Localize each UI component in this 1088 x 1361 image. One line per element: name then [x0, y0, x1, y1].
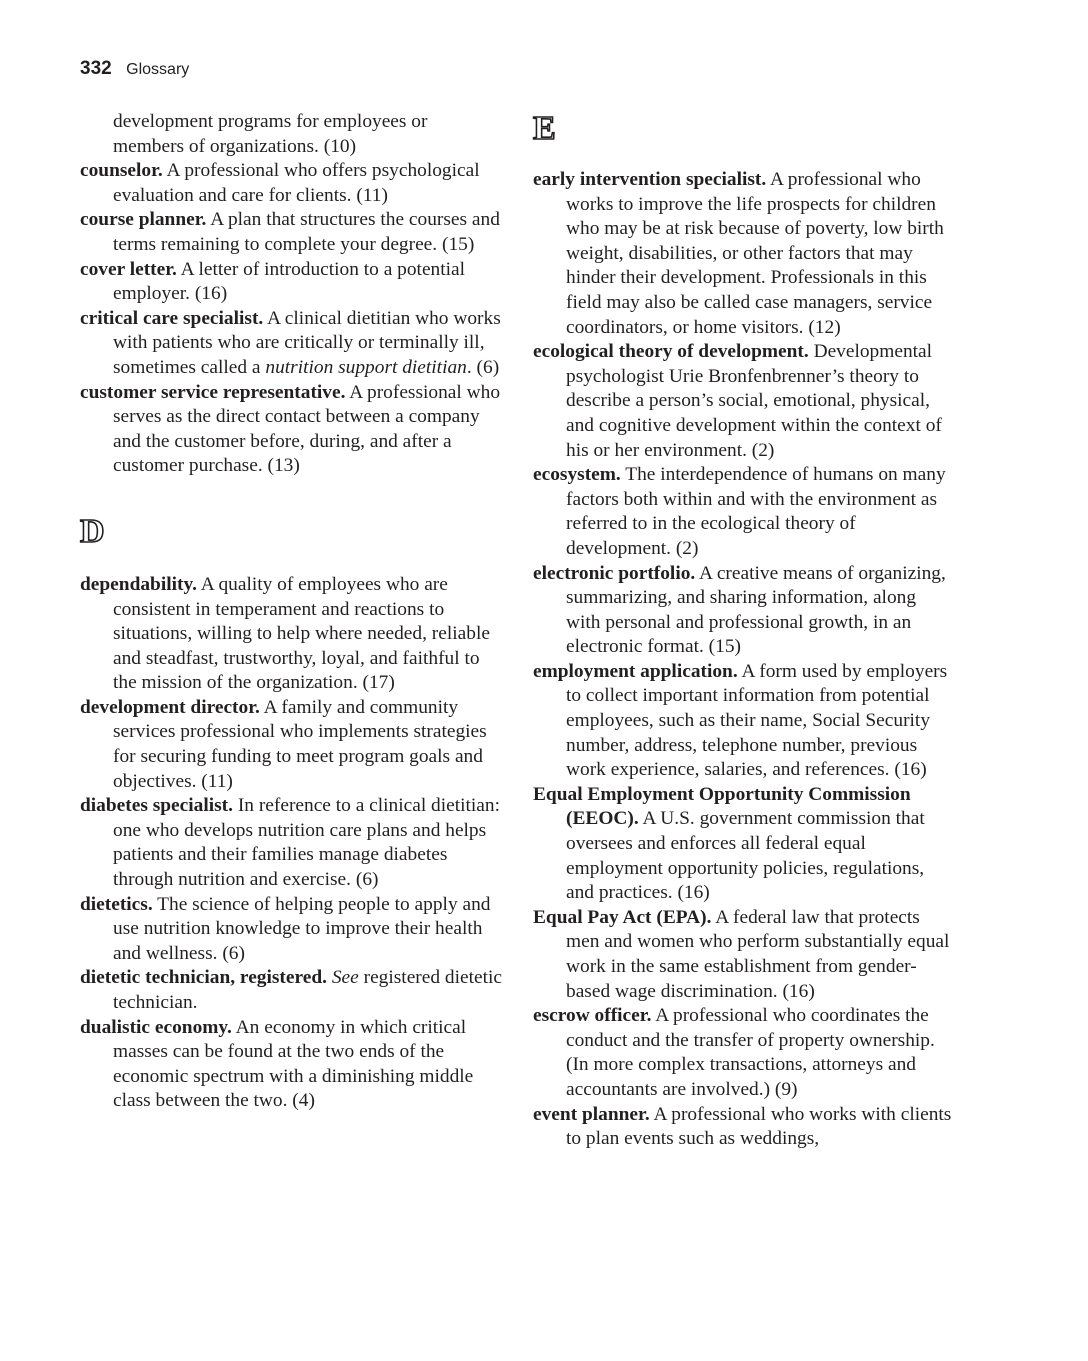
section-letter-e: E [533, 110, 556, 147]
glossary-definition: A professional who serves as the direct contact between a company and the customer before, during, and after a customer purchase. (13) [113, 381, 501, 477]
glossary-definition: A professional who works to improve the life prospects for children who may be at risk because of poverty, low birth weight, disabilities, or other factors that may hinder their development. Professionals in this field may also be called case managers, service coordinators, or home visitors. (12) [566, 169, 944, 338]
glossary-definition-tail: . (6) [466, 356, 500, 378]
glossary-entry [80, 1016, 502, 1114]
glossary-term: course planner. [80, 209, 207, 231]
glossary-entry [80, 893, 502, 967]
glossary-emphasis: See [331, 967, 359, 989]
glossary-emphasis: nutrition support dietitian [265, 356, 467, 378]
glossary-term: escrow officer. [533, 1005, 652, 1027]
glossary-entry [533, 660, 953, 783]
glossary-entry [80, 966, 502, 1015]
glossary-term: development director. [80, 696, 260, 718]
glossary-definition: A professional who coordinates the conduct and the transfer of property ownership. (In more complex transactions, attorneys and accountants are involved.) (9) [566, 1005, 935, 1100]
glossary-definition: Developmental psychologist Urie Bronfenbrenner’s theory to describe a person’s social, emotional, physical, and cognitive development within the context of his or her environment. (2) [566, 341, 942, 461]
glossary-term: dietetics. [80, 893, 153, 915]
glossary-term: customer service representative. [80, 381, 346, 403]
entries-e [533, 168, 953, 1152]
glossary-definition: A professional who works with clients to plan events such as weddings, [566, 1103, 952, 1150]
glossary-term: employment application. [533, 660, 738, 682]
glossary-entry [533, 340, 953, 463]
continued-definition: development programs for employees or members of organizations. (10) [113, 111, 428, 157]
glossary-definition: A clinical dietitian who works with patients who are critically or terminally ill, sometimes called a [113, 307, 501, 378]
glossary-term: counselor. [80, 160, 163, 182]
glossary-term: dualistic economy. [80, 1016, 232, 1038]
glossary-definition: A U.S. government commission that oversees and enforces all federal equal employment opportunity policies, regulations, and practices. (16) [566, 808, 925, 904]
glossary-entry [533, 168, 953, 340]
glossary-definition: A family and community services professional who implements strategies for securing funding to meet program goals and objectives. (11) [113, 696, 487, 792]
glossary-term: ecological theory of development. [533, 341, 809, 363]
glossary-entry [80, 381, 502, 479]
glossary-term: event planner. [533, 1103, 650, 1125]
glossary-definition: An economy in which critical masses can be found at the two ends of the economic spectrum with a diminishing middle class between the two. (4) [113, 1016, 474, 1112]
right-column [533, 110, 953, 1152]
glossary-term: dependability. [80, 573, 197, 595]
glossary-entry [80, 258, 502, 307]
glossary-definition-tail: registered dietetic technician. [113, 967, 502, 1013]
glossary-term: Equal Employment Opportunity Commission (EEOC). [533, 783, 911, 830]
glossary-definition: The interdependence of humans on many factors both within and with the environment as referred to in the ecological theory of development. (2) [566, 464, 946, 559]
glossary-entry [80, 159, 502, 208]
glossary-definition: The science of helping people to apply and use nutrition knowledge to improve their health and wellness. (6) [113, 893, 491, 964]
page-header [80, 58, 189, 80]
section-title: Glossary [126, 61, 190, 78]
page-number: 332 [80, 58, 112, 79]
glossary-entry [533, 562, 953, 660]
glossary-definition: A plan that structures the courses and terms remaining to complete your degree. (15) [113, 209, 500, 255]
glossary-entry [80, 573, 502, 696]
glossary-entry [80, 307, 502, 381]
glossary-definition: A creative means of organizing, summarizing, and sharing information, along with personal and professional growth, in an electronic format. (15) [566, 562, 946, 658]
glossary-term: early intervention specialist. [533, 169, 767, 190]
glossary-definition: A letter of introduction to a potential employer. (16) [113, 258, 466, 305]
glossary-term: cover letter. [80, 258, 177, 280]
glossary-entry [80, 208, 502, 257]
glossary-entry [533, 463, 953, 561]
glossary-entry [533, 1004, 953, 1102]
section-letter-d: D [80, 512, 105, 550]
glossary-definition: In reference to a clinical dietitian: one who develops nutrition care plans and helps patients and their families manage diabetes through nutrition and exercise. (6) [113, 795, 500, 891]
glossary-term: Equal Pay Act (EPA). [533, 906, 712, 928]
glossary-entry [533, 906, 953, 1004]
glossary-definition: A form used by employers to collect important information from potential employees, such as their name, Social Security number, address, telephone number, previous work experience, salaries, and references. (16) [566, 660, 948, 781]
glossary-entry [80, 696, 502, 794]
glossary-entry [533, 783, 953, 906]
glossary-entry [80, 794, 502, 892]
glossary-definition: A federal law that protects men and women who perform substantially equal work in the same establishment from gender-based wage discrimination. (16) [566, 906, 950, 1002]
entries-d [80, 573, 502, 1114]
glossary-term: electronic portfolio. [533, 562, 696, 584]
left-column [80, 110, 502, 1114]
glossary-term: dietetic technician, registered. [80, 967, 327, 989]
glossary-term: critical care specialist. [80, 307, 264, 329]
glossary-term: diabetes specialist. [80, 795, 233, 817]
glossary-term: ecosystem. [533, 464, 621, 486]
glossary-entry [533, 1103, 953, 1152]
glossary-definition: A professional who offers psychological evaluation and care for clients. (11) [113, 160, 480, 206]
entries-c [80, 159, 502, 479]
glossary-definition: A quality of employees who are consistent in temperament and reactions to situations, willing to help where needed, reliable and steadfast, trustworthy, loyal, and faithful to the mission of the organization. (17) [113, 573, 490, 694]
